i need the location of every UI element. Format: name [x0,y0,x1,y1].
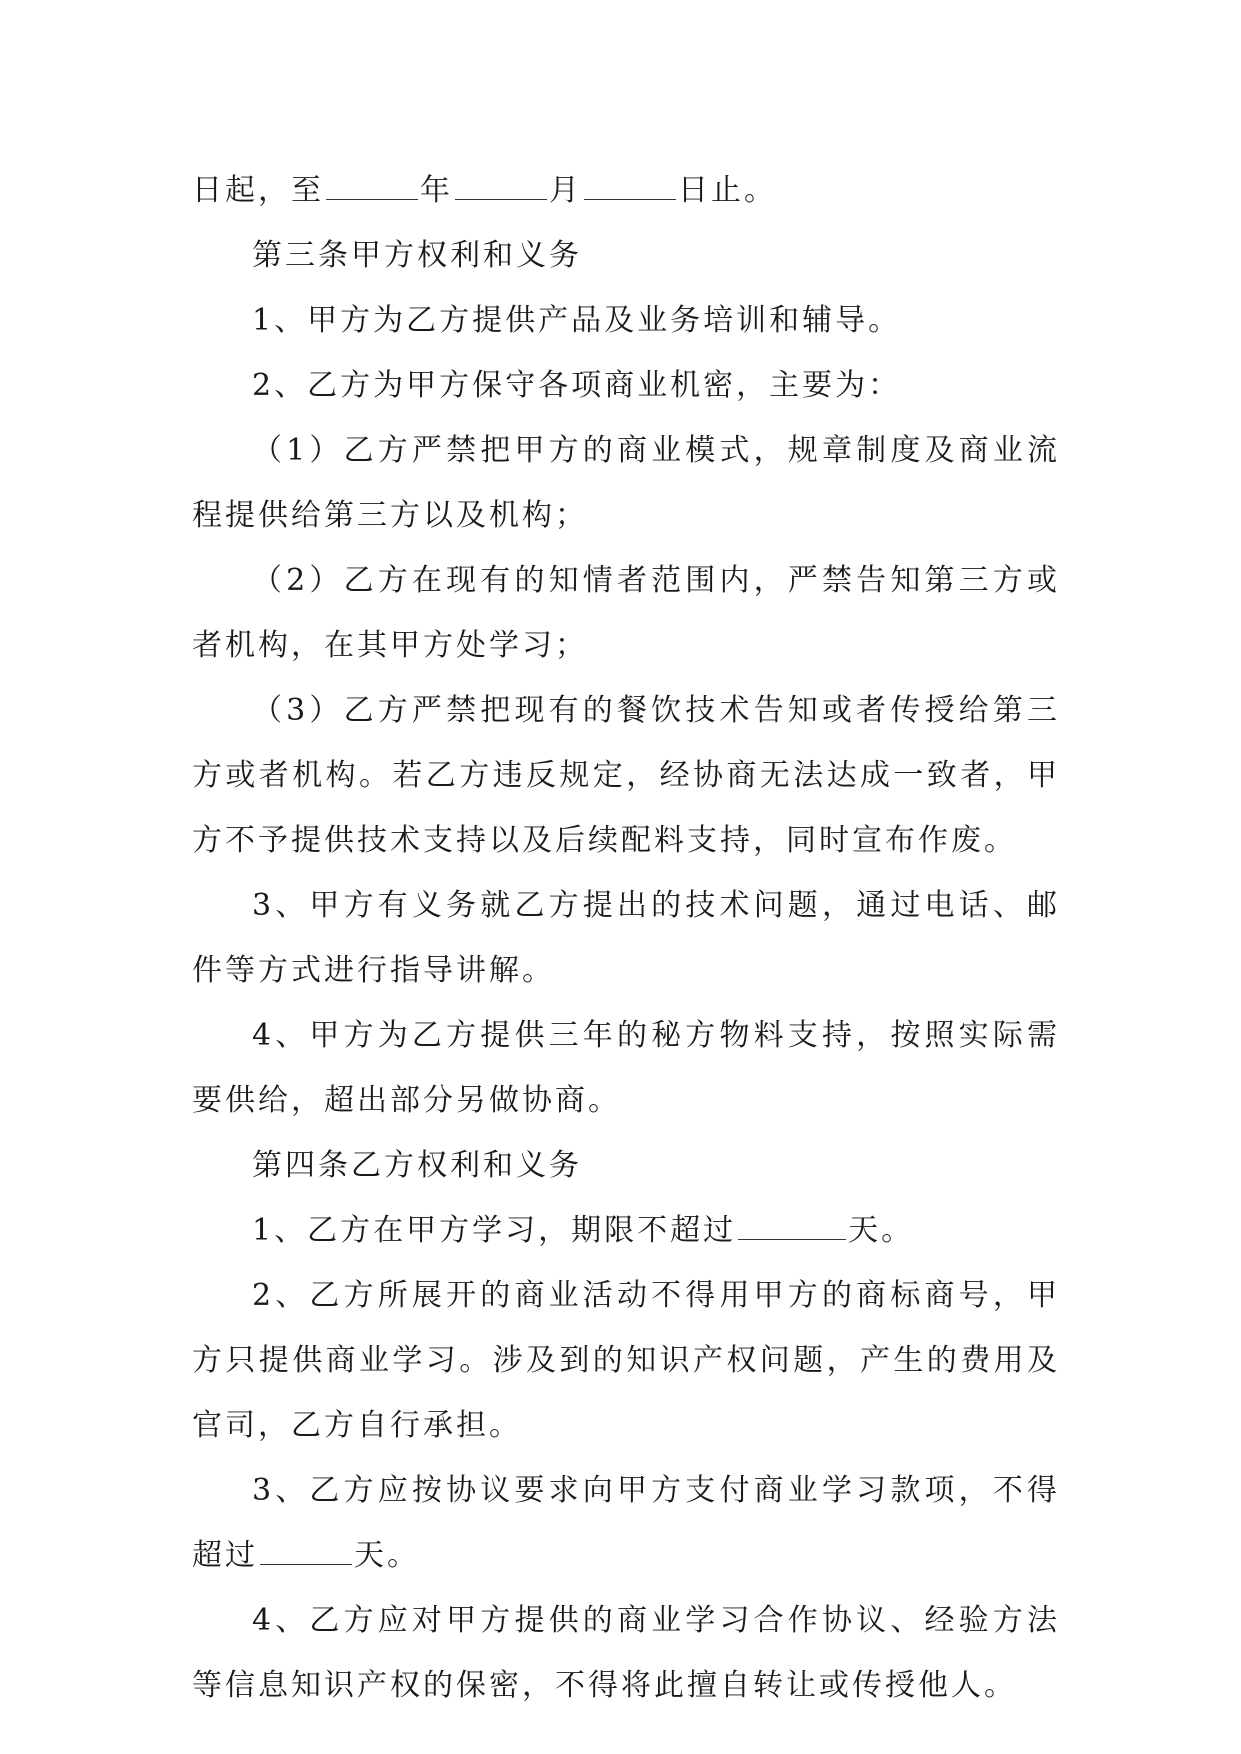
article-3-item-2-sub-2: （2）乙方在现有的知情者范围内，严禁告知第三方或者机构，在其甲方处学习； [192,563,1060,663]
article-4-title: 第四条乙方权利和义务 [252,1148,582,1183]
text: 日起，至 [192,173,324,208]
day-blank [584,173,676,200]
article-3-title: 第三条甲方权利和义务 [252,238,582,273]
article-3-item-2: 2、乙方为甲方保守各项商业机密，主要为： [252,368,902,403]
article-3-item-1: 1、甲方为乙方提供产品及业务培训和辅导。 [252,303,902,338]
document-page [192,158,1060,1718]
article-4-item-2: 2、乙方所展开的商业活动不得用甲方的商标商号，甲方只提供商业学习。涉及到的知识产权问题，产生的费用及官司，乙方自行承担。 [192,1278,1060,1443]
article-3-item-2-sub-3: （3）乙方严禁把现有的餐饮技术告知或者传授给第三方或者机构。若乙方违反规定，经协商无法达成一致者，甲方不予提供技术支持以及后续配料支持，同时宣布作废。 [192,693,1060,858]
text: 日止。 [678,173,777,208]
text: 天。 [848,1213,915,1248]
text: 月 [549,173,582,208]
article-3-item-4: 4、甲方为乙方提供三年的秘方物料支持，按照实际需要供给，超出部分另做协商。 [192,1018,1060,1118]
month-blank [455,173,547,200]
article-4-item-4: 4、乙方应对甲方提供的商业学习合作协议、经验方法等信息知识产权的保密，不得将此擅自转让或传授他人。 [192,1603,1060,1703]
article-3-item-2-sub-1: （1）乙方严禁把甲方的商业模式，规章制度及商业流程提供给第三方以及机构； [192,433,1060,533]
days-blank [738,1213,846,1240]
text: 1、乙方在甲方学习，期限不超过 [252,1213,737,1248]
term-end-line [192,158,1060,223]
text: 天。 [354,1538,420,1573]
text: 3、乙方应按协议要求向甲方支付商业学习款项，不得超过 [192,1473,1060,1573]
article-4-item-3 [192,1458,1060,1588]
days-blank [260,1538,352,1565]
article-3-item-3: 3、甲方有义务就乙方提出的技术问题，通过电话、邮件等方式进行指导讲解。 [192,888,1060,988]
text: 年 [420,173,453,208]
article-4-item-1 [192,1198,1060,1263]
year-blank [326,173,418,200]
